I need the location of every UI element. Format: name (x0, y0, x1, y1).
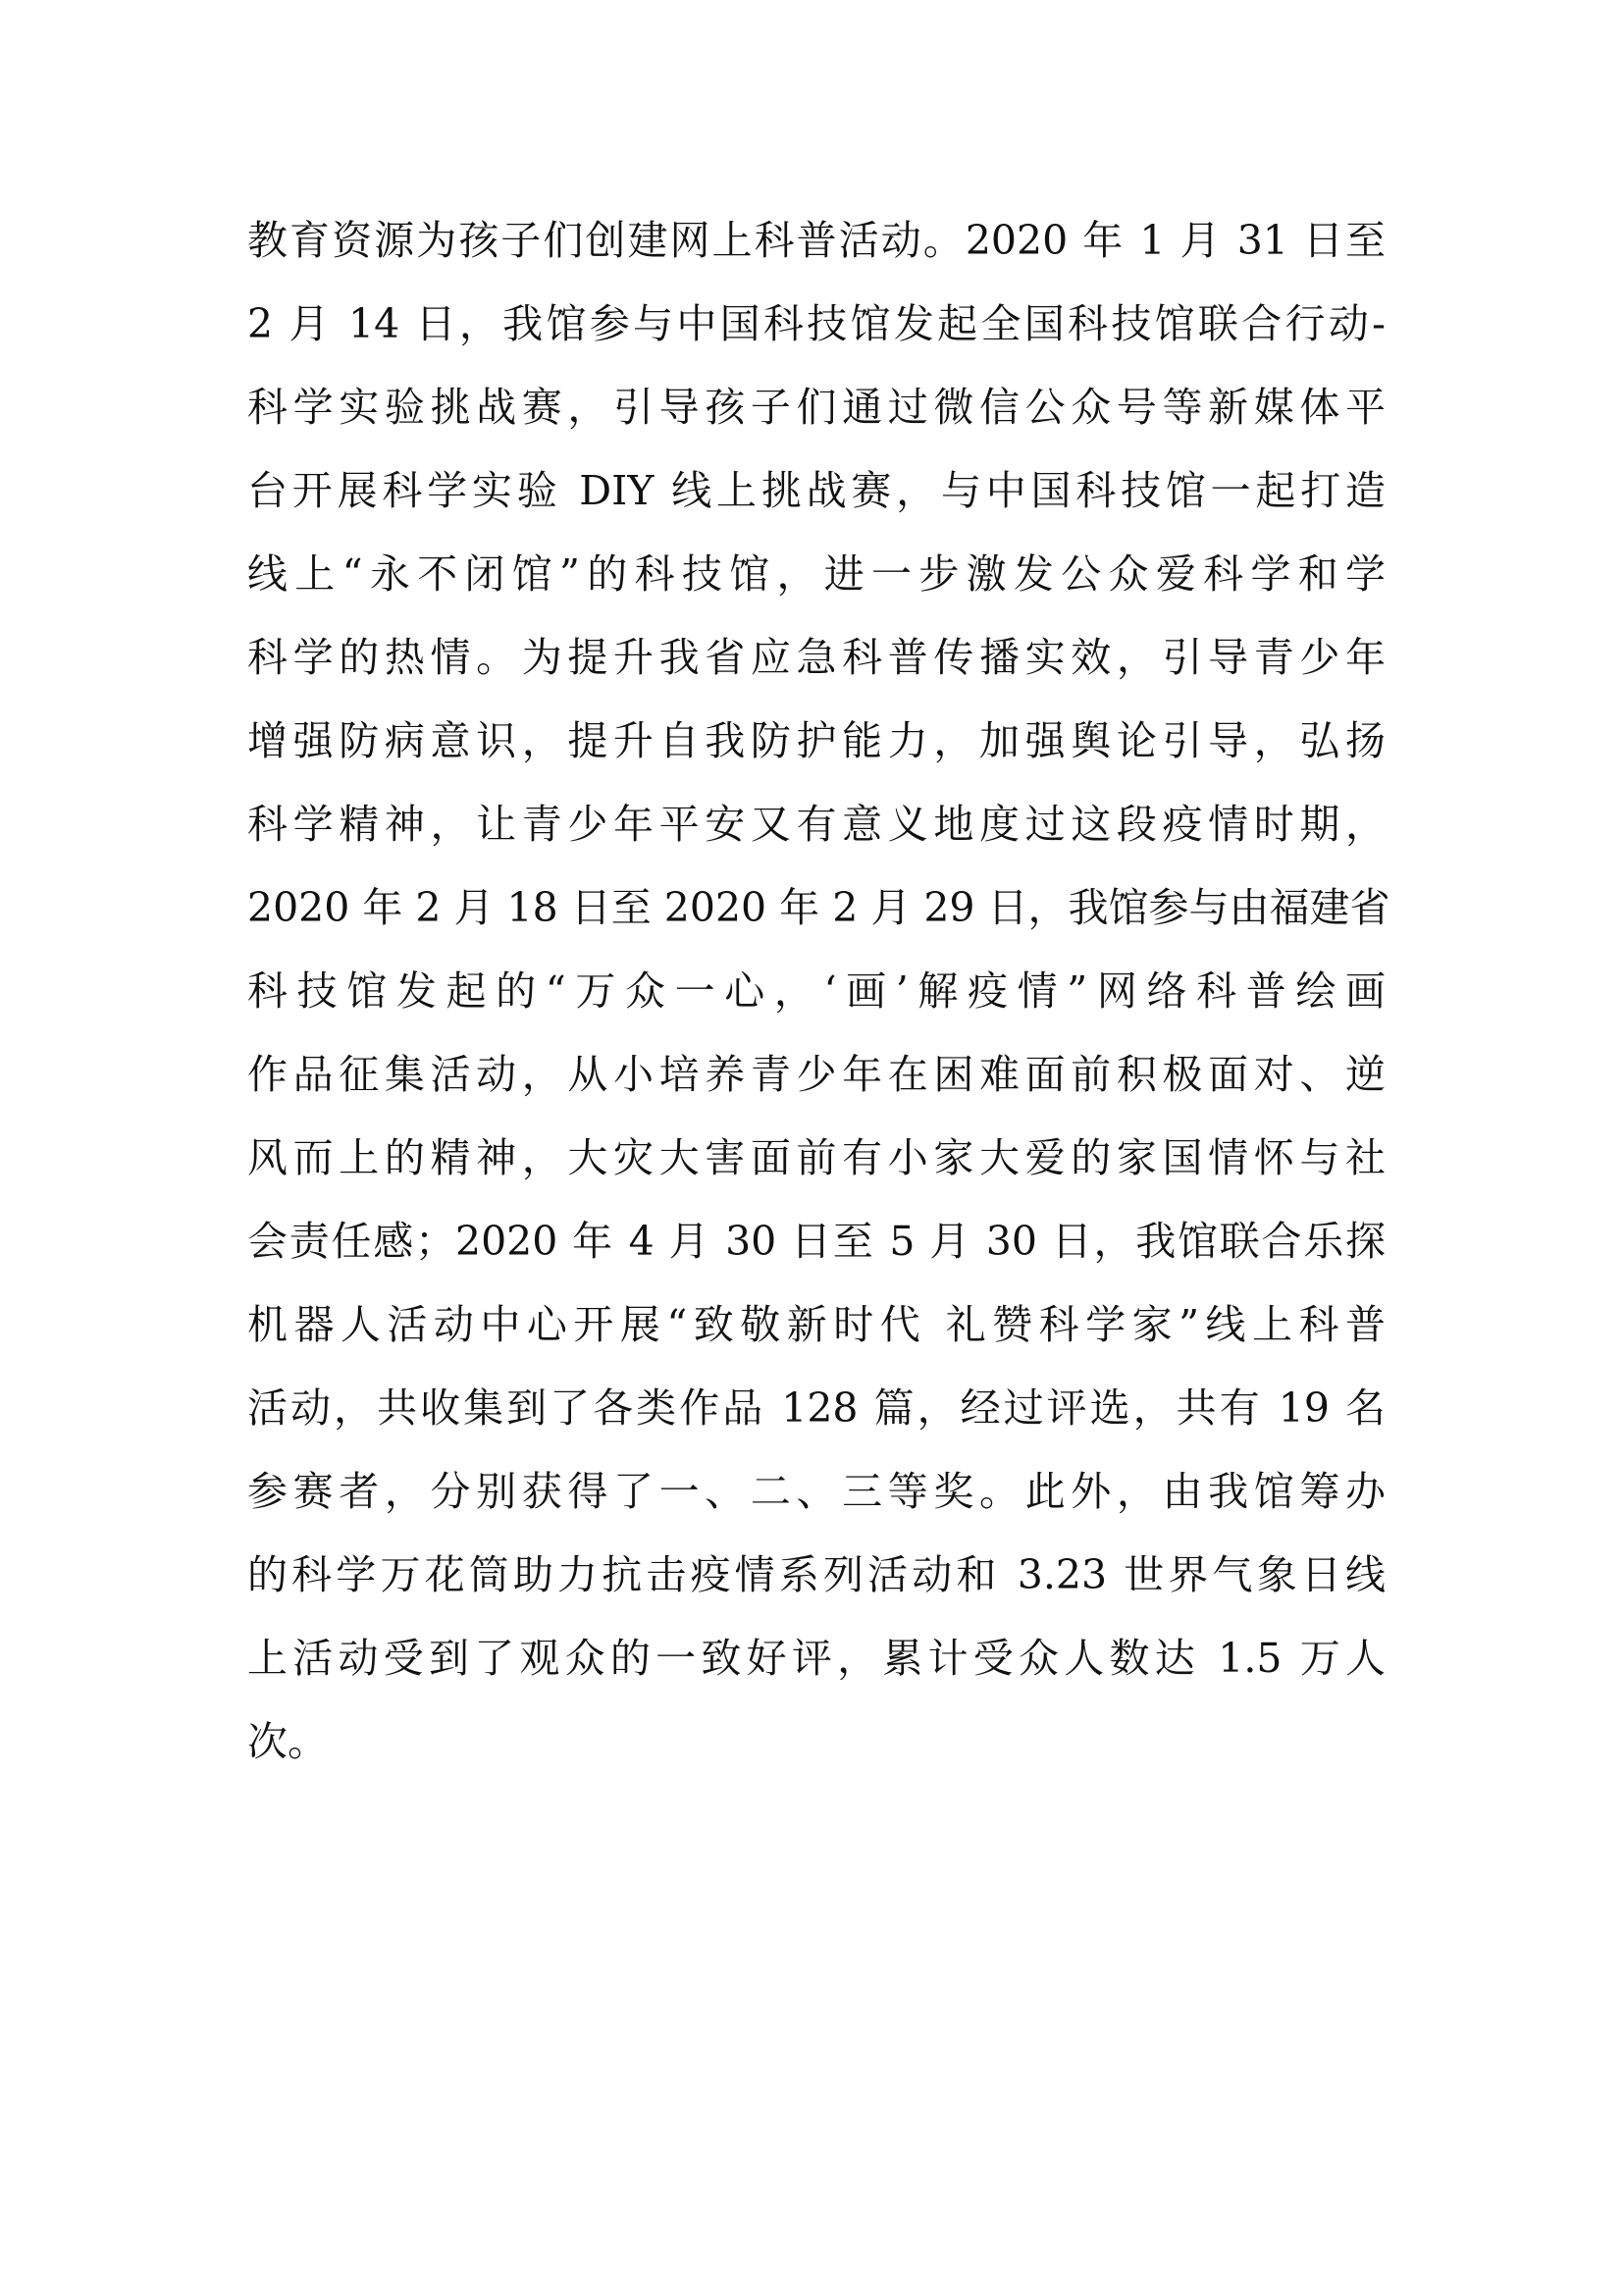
text-line: 上活动受到了观众的一致好评，累计受众人数达 1.5 万人 (247, 1635, 1386, 1682)
text-line: 线上“永不闭馆”的科技馆，进一步激发公众爱科学和学 (247, 550, 1386, 598)
text-line: 科学的热情。为提升我省应急科普传播实效，引导青少年 (247, 634, 1386, 681)
text-line: 风而上的精神，大灾大害面前有小家大爱的家国情怀与社 (247, 1134, 1386, 1181)
text-line: 参赛者，分别获得了一、二、三等奖。此外，由我馆筹办 (247, 1468, 1386, 1515)
text-line: 会责任感；2020 年 4 月 30 日至 5 月 30 日，我馆联合乐探 (247, 1218, 1386, 1265)
text-line: 科学精神，让青少年平安又有意义地度过这段疫情时期， (247, 801, 1386, 848)
text-line: 的科学万花筒助力抗击疫情系列活动和 3.23 世界气象日线 (247, 1551, 1386, 1598)
text-line-last: 次。 (247, 1718, 328, 1765)
text-line: 增强防病意识，提升自我防护能力，加强舆论引导，弘扬 (247, 717, 1386, 764)
text-line: 教育资源为孩子们创建网上科普活动。2020 年 1 月 31 日至 (247, 217, 1386, 264)
body-paragraph (247, 206, 1390, 1791)
text-line: 活动，共收集到了各类作品 128 篇，经过评选，共有 19 名 (247, 1384, 1386, 1432)
text-line: 科技馆发起的“万众一心，‘画’解疫情”网络科普绘画 (247, 967, 1386, 1015)
text-line: 2020 年 2 月 18 日至 2020 年 2 月 29 日，我馆参与由福建省 (247, 884, 1390, 931)
text-line: 2 月 14 日，我馆参与中国科技馆发起全国科技馆联合行动- (247, 300, 1386, 347)
text-line: 作品征集活动，从小培养青少年在困难面前积极面对、逆 (247, 1051, 1386, 1098)
text-line: 科学实验挑战赛，引导孩子们通过微信公众号等新媒体平 (247, 384, 1386, 431)
text-line: 台开展科学实验 DIY 线上挑战赛，与中国科技馆一起打造 (247, 467, 1386, 514)
text-line: 机器人活动中心开展“致敬新时代 礼赞科学家”线上科普 (247, 1301, 1386, 1348)
